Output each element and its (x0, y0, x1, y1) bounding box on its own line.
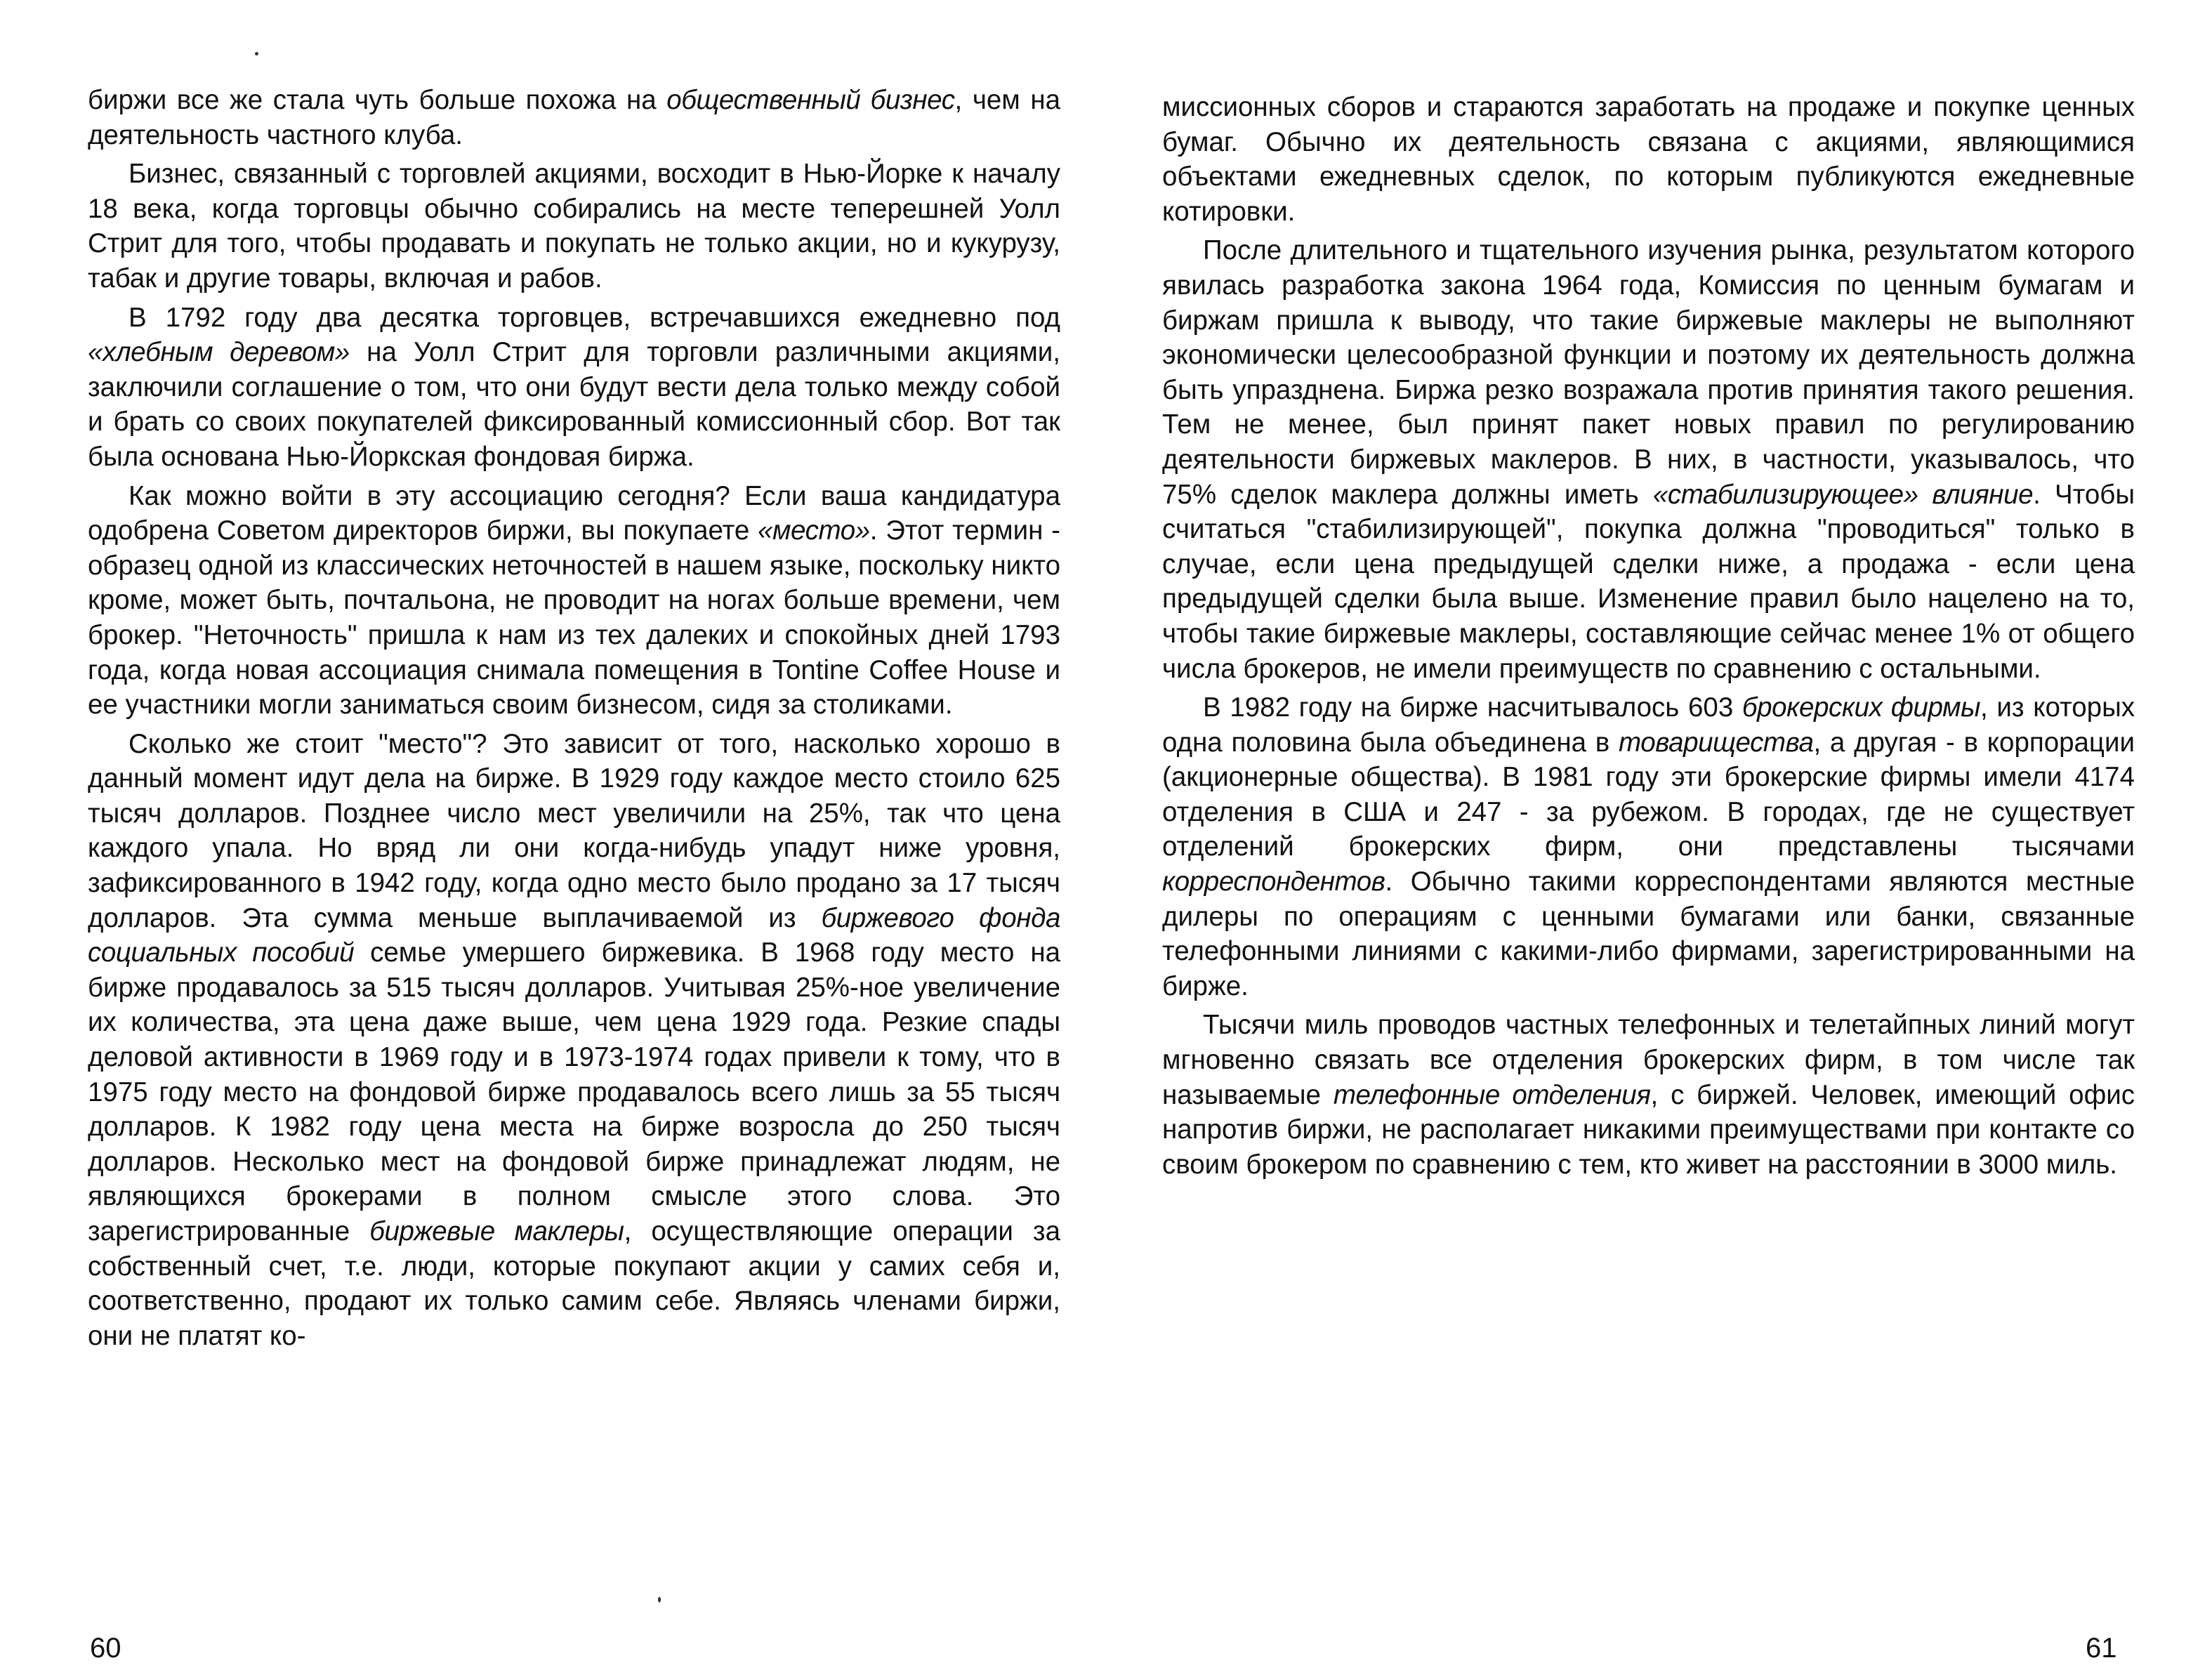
italic-text: «хлебным деревом» (88, 337, 350, 368)
text-run: . Чтобы считаться "стабилизирующей", покупка должна "проводиться" только в случае, если цена предыдущей сделки ниже, а продажа - если цена предыдущей сделки была выше. Изменение правил было нацелено на то, чтобы такие биржевые маклеры, составляющие сейчас менее 1% от общего числа брокеров, не имели преимуществ по сравнению с остальными. (1162, 479, 2135, 684)
italic-text: общественный бизнес (666, 85, 955, 115)
italic-text: брокерских фирмы (1742, 692, 1981, 723)
text-run: , а другая - в корпорации (акционерные общества). В 1981 году эти брокерские фирмы имели 4174 отделения в США и 247 - за рубежом. В городах, где не существует отделений брокерских фирм, они представлены тысячами (1162, 727, 2135, 862)
right-page-number: 61 (2086, 1633, 2117, 1664)
paragraph (88, 83, 1060, 152)
text-run: . Обычно такими корреспондентами являются местные дилеры по операциям с ценными бумагами или банки, связанные телефонными линиями с какими-либо фирмами, зарегистрированными на бирже. (1162, 867, 2135, 1001)
paragraph (88, 727, 1060, 1354)
text-run: на Уолл Стрит для торговли различными акциями, заключили соглашение о том, что они будут вести дела только между собой и брать со своих покупателей фиксированный комиссионный сбор. Вот так была основана Нью-Йоркская фондовая биржа. (88, 337, 1060, 472)
italic-text: «место» (758, 515, 870, 546)
paragraph (1162, 90, 2135, 229)
text-run: . Этот термин - образец одной из классических неточностей в нашем языке, поскольку никто кроме, может быть, почтальона, не проводит на ногах больше времени, чем брокер. "Неточность" пришла к нам из тех далеких и спокойных дней 1793 года, когда новая ассоциация снимала помещения в Tontine Coffee House и ее участники могли заниматься своим бизнесом, сидя за столиками. (88, 515, 1060, 720)
text-run: В 1792 году два десятка торговцев, встречавшихся ежедневно под (129, 302, 1060, 333)
text-run: биржи все же стала чуть больше похожа на (88, 85, 667, 115)
text-run: Как можно войти в эту ассоциацию сегодня? Если ваша кандидатура одобрена Советом директоров биржи, вы покупаете (88, 480, 1060, 546)
italic-text: телефонные отделения (1333, 1079, 1651, 1110)
paragraph (1162, 1008, 2135, 1182)
text-run: миссионных сборов и стараются заработать на продаже и покупке ценных бумаг. Обычно их деятельность связана с акциями, являющимися объектами ежедневных сделок, по которым публикуются ежедневные котировки. (1162, 92, 2135, 227)
paragraph (1162, 233, 2135, 686)
text-run: После длительного и тщательного изучения рынка, результатом которого явилась разработка закона 1964 года, Комиссия по ценным бумагам и биржам пришла к выводу, что такие биржевые маклеры не выполняют экономически целесообразной функции и поэтому их деятельность должна быть упразднена. Биржа резко возражала против принятия такого решения. Тем не менее, был принят пакет новых правил по регулированию деятельности биржевых маклеров. В них, в частности, указывалось, что 75% сделок маклера должны иметь (1162, 235, 2135, 510)
text-run: , из которых одна половина была объединена в (1162, 692, 2135, 758)
italic-text: «стабилизирующее» влияние (1652, 479, 2034, 510)
text-run: , с биржей. Человек, имеющий офис напротив биржи, не располагает никакими преимуществами при контакте со своим брокером по сравнению с тем, кто живет на расстоянии в 3000 миль. (1162, 1079, 2135, 1180)
italic-text: биржевые маклеры (369, 1216, 624, 1246)
scan-speck (255, 52, 258, 55)
paragraph (88, 479, 1060, 723)
text-run: Бизнес, связанный с торговлей акциями, восходит в Нью-Йорке к началу 18 века, когда торговцы обычно собирались на месте теперешней Уолл Стрит для того, чтобы продавать и покупать не только акции, но и кукурузу, табак и другие товары, включая и рабов. (88, 159, 1060, 294)
left-page-text (88, 83, 1060, 1353)
text-run: Тысячи миль проводов частных телефонных и телетайпных линий могут мгновенно связать все отделения брокерских фирм, в том числе так называемые (1162, 1010, 2135, 1110)
text-run: семье умершего биржевика. В 1968 году место на бирже продавалось за 515 тысяч долларов. Учитывая 25%-ное увеличение их количества, эта цена даже выше, чем цена 1929 года. Резкие спады деловой активности в 1969 году и в 1973-1974 годах привели к тому, что в 1975 году место на фондовой бирже продавалось всего лишь за 55 тысяч долларов. К 1982 году цена места на бирже возросла до 250 тысяч долларов. Несколько мест на фондовой бирже принадлежат людям, не являющихся брокерами в полном смысле этого слова. Это зарегистрированные (88, 937, 1060, 1246)
paragraph (88, 301, 1060, 475)
right-page-text (1162, 90, 2135, 1182)
text-run: , чем на деятельность частного клуба. (88, 85, 1060, 150)
italic-text: биржевого фонда социальных пособий (88, 902, 1060, 968)
italic-text: товарищества (1619, 727, 1814, 758)
right-page (1106, 0, 2212, 1672)
left-page-number: 60 (90, 1633, 121, 1664)
scan-speck (658, 1597, 661, 1602)
paragraph (1162, 690, 2135, 1003)
paragraph (88, 157, 1060, 296)
text-run: В 1982 году на бирже насчитывалось 603 (1203, 692, 1742, 723)
text-run: , осуществляющие операции за собственный счет, т.е. люди, которые покупают акции у самих себя и, соответственно, продают их только самим себе. Являясь членами биржи, они не платят ко- (88, 1216, 1061, 1351)
text-run: Сколько же стоит "место"? Это зависит от того, насколько хорошо в данный момент идут дела на бирже. В 1929 году каждое место стоило 625 тысяч долларов. Позднее число мест увеличили на 25%, так что цена каждого упала. Но вряд ли они когда-нибудь упадут ниже уровня, зафиксированного в 1942 году, когда одно место было продано за 17 тысяч долларов. Эта сумма меньше выплачиваемой из (88, 728, 1060, 933)
italic-text: корреспондентов (1162, 867, 1385, 897)
